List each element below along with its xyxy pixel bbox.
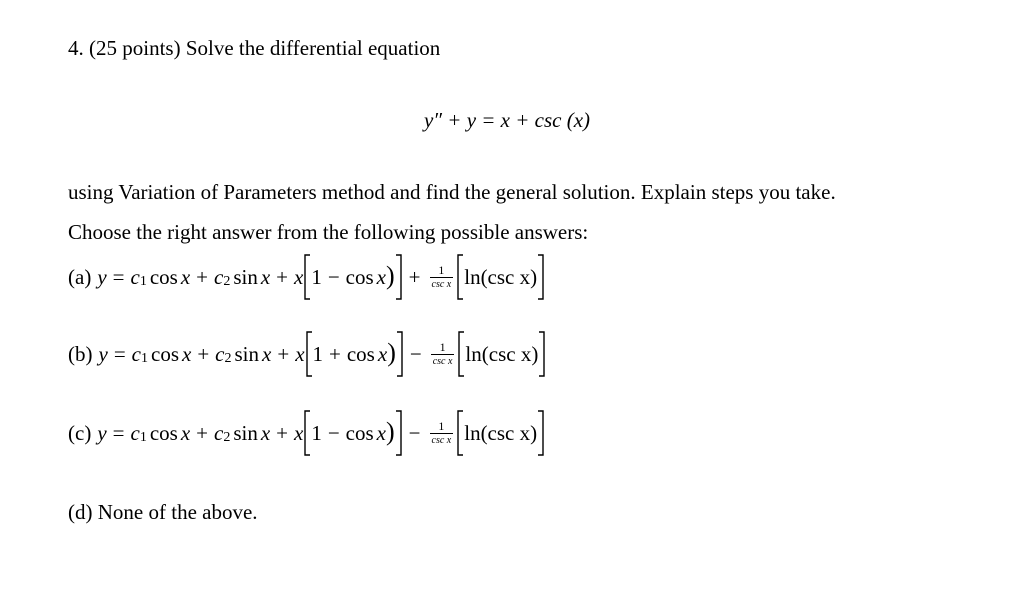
equation-text: y″ + y = x + csc (x) bbox=[423, 108, 591, 132]
right-bracket-icon bbox=[395, 253, 403, 301]
log-term: ln(csc x) bbox=[465, 341, 539, 366]
log-term: ln(csc x) bbox=[464, 420, 538, 445]
right-bracket-icon bbox=[537, 409, 545, 457]
answer-option-a: (a) y = c 1 cos x + c 2 sin x + x 1 − cos x ) + $\frac{1}{\text{csc x}}$ ln(csc x) bbox=[68, 249, 545, 305]
right-bracket-icon bbox=[396, 330, 404, 378]
left-bracket-icon bbox=[303, 409, 311, 457]
left-bracket-icon bbox=[457, 330, 465, 378]
fraction: $\frac{1}{\text{csc x}}$ bbox=[431, 418, 452, 446]
outer-sign: − bbox=[408, 420, 421, 445]
answer-option-b: (b) y = c 1 cos x + c 2 sin x + x 1 + cos x ) − $\frac{1}{\text{csc x}}$ ln(csc x) bbox=[68, 326, 546, 382]
option-label: (b) bbox=[68, 341, 93, 366]
outer-sign: + bbox=[408, 264, 421, 289]
option-label: (a) bbox=[68, 264, 92, 289]
instructions-text: using Variation of Parameters method and find the general solution. Explain steps you take. bbox=[68, 180, 836, 204]
inner-sign: − bbox=[327, 420, 340, 445]
log-term: ln(csc x) bbox=[464, 264, 538, 289]
left-bracket-icon bbox=[456, 409, 464, 457]
differential-equation bbox=[0, 107, 1014, 133]
fraction: $\frac{1}{\text{csc x}}$ bbox=[431, 262, 452, 290]
left-bracket-icon bbox=[456, 253, 464, 301]
right-bracket-icon bbox=[537, 253, 545, 301]
outer-sign: − bbox=[409, 341, 422, 366]
problem-header: 4. (25 points) Solve the differential equation bbox=[68, 36, 441, 60]
option-label: (d) bbox=[68, 500, 93, 524]
left-bracket-icon bbox=[305, 330, 313, 378]
option-d-text: None of the above. bbox=[97, 500, 258, 524]
answer-option-d bbox=[68, 499, 258, 525]
option-label: (c) bbox=[68, 420, 92, 445]
inner-sign: − bbox=[327, 264, 340, 289]
right-bracket-icon bbox=[538, 330, 546, 378]
right-bracket-icon bbox=[395, 409, 403, 457]
left-bracket-icon bbox=[303, 253, 311, 301]
answer-option-c: (c) y = c 1 cos x + c 2 sin x + x 1 − cos x ) − $\frac{1}{\text{csc x}}$ ln(csc x) bbox=[68, 405, 545, 461]
fraction: $\frac{1}{\text{csc x}}$ bbox=[432, 339, 453, 367]
choose-prompt: Choose the right answer from the following possible answers: bbox=[68, 220, 589, 244]
inner-sign: + bbox=[329, 341, 341, 366]
